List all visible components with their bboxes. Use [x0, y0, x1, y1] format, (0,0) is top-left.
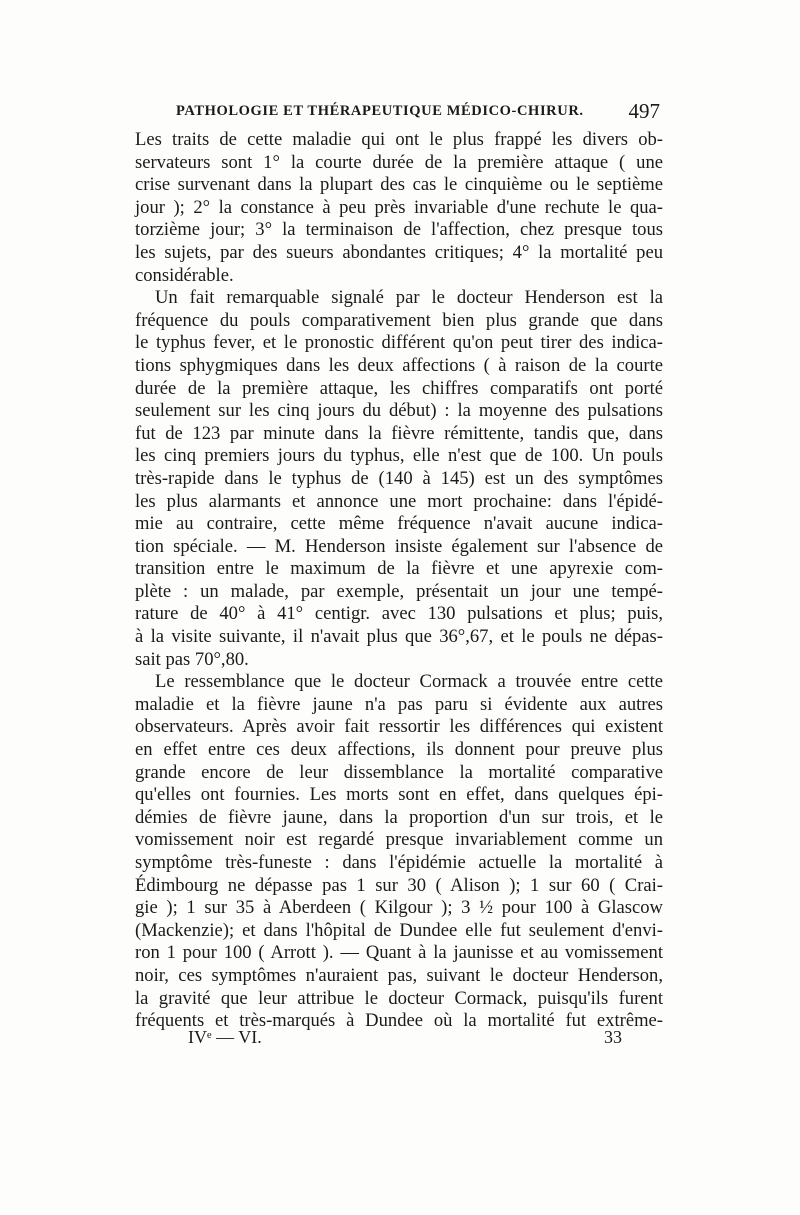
text-line: rature de 40° à 41° centigr. avec 130 pulsations et plus; puis, [135, 603, 663, 625]
text-line: qu'elles ont fournies. Les morts sont en effet, dans quelques épi- [135, 784, 663, 806]
text-line: fréquents et très-marqués à Dundee où la mortalité fut extrême- [135, 1010, 663, 1032]
page-footer [188, 1027, 622, 1053]
text-line: transition entre le maximum de la fièvre et une apyrexie com- [135, 558, 663, 580]
page-number: 497 [628, 99, 660, 123]
text-line: durée de la première attaque, les chiffres comparatifs ont porté [135, 377, 663, 399]
text-line: vomissement noir est regardé presque invariablement comme un [135, 829, 663, 851]
text-line: sait pas 70°,80. [135, 648, 249, 670]
text-line: servateurs sont 1° la courte durée de la première attaque ( une [135, 151, 663, 173]
signature-mark: IVᵉ — VI. [188, 1027, 262, 1047]
text-line: fréquence du pouls comparativement bien plus grande que dans [135, 309, 663, 331]
text-line: plète : un malade, par exemple, présentait un jour une tempé- [135, 580, 663, 602]
text-line: gie ); 1 sur 35 à Aberdeen ( Kilgour ); 3 ½ pour 100 à Glascow [135, 897, 663, 919]
text-line: en effet entre ces deux affections, ils donnent pour preuve plus [135, 739, 663, 761]
text-line: tions sphygmiques dans les deux affections ( à raison de la courte [135, 354, 663, 376]
text-line: les sujets, par des sueurs abondantes critiques; 4° la mortalité peu [135, 241, 663, 263]
text-line: démies de fièvre jaune, dans la proportion d'un sur trois, et le [135, 806, 663, 828]
text-line: torzième jour; 3° la terminaison de l'affection, chez presque tous [135, 219, 663, 241]
sheet-number: 33 [604, 1027, 622, 1047]
text-line: Le ressemblance que le docteur Cormack a trouvée entre cette [155, 671, 663, 693]
text-line: mie au contraire, cette même fréquence n'avait aucune indica- [135, 513, 663, 535]
text-line: à la visite suivante, il n'avait plus que 36°,67, et le pouls ne dépas- [135, 626, 663, 648]
text-body [135, 129, 663, 1033]
text-line: fut de 123 par minute dans la fièvre rémittente, tandis que, dans [135, 422, 663, 444]
text-line: observateurs. Après avoir fait ressortir les différences qui existent [135, 716, 663, 738]
text-line: tion spéciale. — M. Henderson insiste également sur l'absence de [135, 535, 663, 557]
text-line: jour ); 2° la constance à peu près invariable d'une rechute le qua- [135, 196, 663, 218]
text-line: Un fait remarquable signalé par le docteur Henderson est la [155, 287, 663, 309]
text-line: Les traits de cette maladie qui ont le plus frappé les divers ob- [135, 129, 663, 150]
text-line: très-rapide dans le typhus de (140 à 145) est un des symptômes [135, 467, 663, 489]
text-line: les plus alarmants et annonce une mort prochaine: dans l'épidé- [135, 490, 663, 512]
text-line: grande encore de leur dissemblance la mortalité comparative [135, 761, 663, 783]
text-line: symptôme très-funeste : dans l'épidémie actuelle la mortalité à [135, 852, 663, 873]
text-line: ron 1 pour 100 ( Arrott ). — Quant à la jaunisse et au vomissement [135, 942, 663, 964]
text-line: crise survenant dans la plupart des cas le cinquième ou le septième [135, 174, 663, 196]
text-line: (Mackenzie); et dans l'hôpital de Dundee elle fut seulement d'envi- [135, 919, 663, 941]
text-line: maladie et la fièvre jaune n'a pas paru si évidente aux autres [135, 693, 663, 715]
page-header [176, 99, 660, 125]
text-line: les cinq premiers jours du typhus, elle n'est que de 100. Un pouls [135, 445, 663, 467]
text-line: le typhus fever, et le pronostic différent qu'on peut tirer des indica- [135, 332, 663, 354]
text-line: considérable. [135, 264, 234, 286]
text-line: seulement sur les cinq jours du début) : la moyenne des pulsations [135, 400, 663, 422]
text-line: la gravité que leur attribue le docteur Cormack, puisqu'ils furent [135, 987, 663, 1009]
text-line: noir, ces symptômes n'auraient pas, suivant le docteur Henderson, [135, 964, 663, 986]
text-line: Édimbourg ne dépasse pas 1 sur 30 ( Alison ); 1 sur 60 ( Crai- [135, 874, 663, 896]
running-head: PATHOLOGIE ET THÉRAPEUTIQUE MÉDICO-CHIRUR. [176, 103, 584, 119]
